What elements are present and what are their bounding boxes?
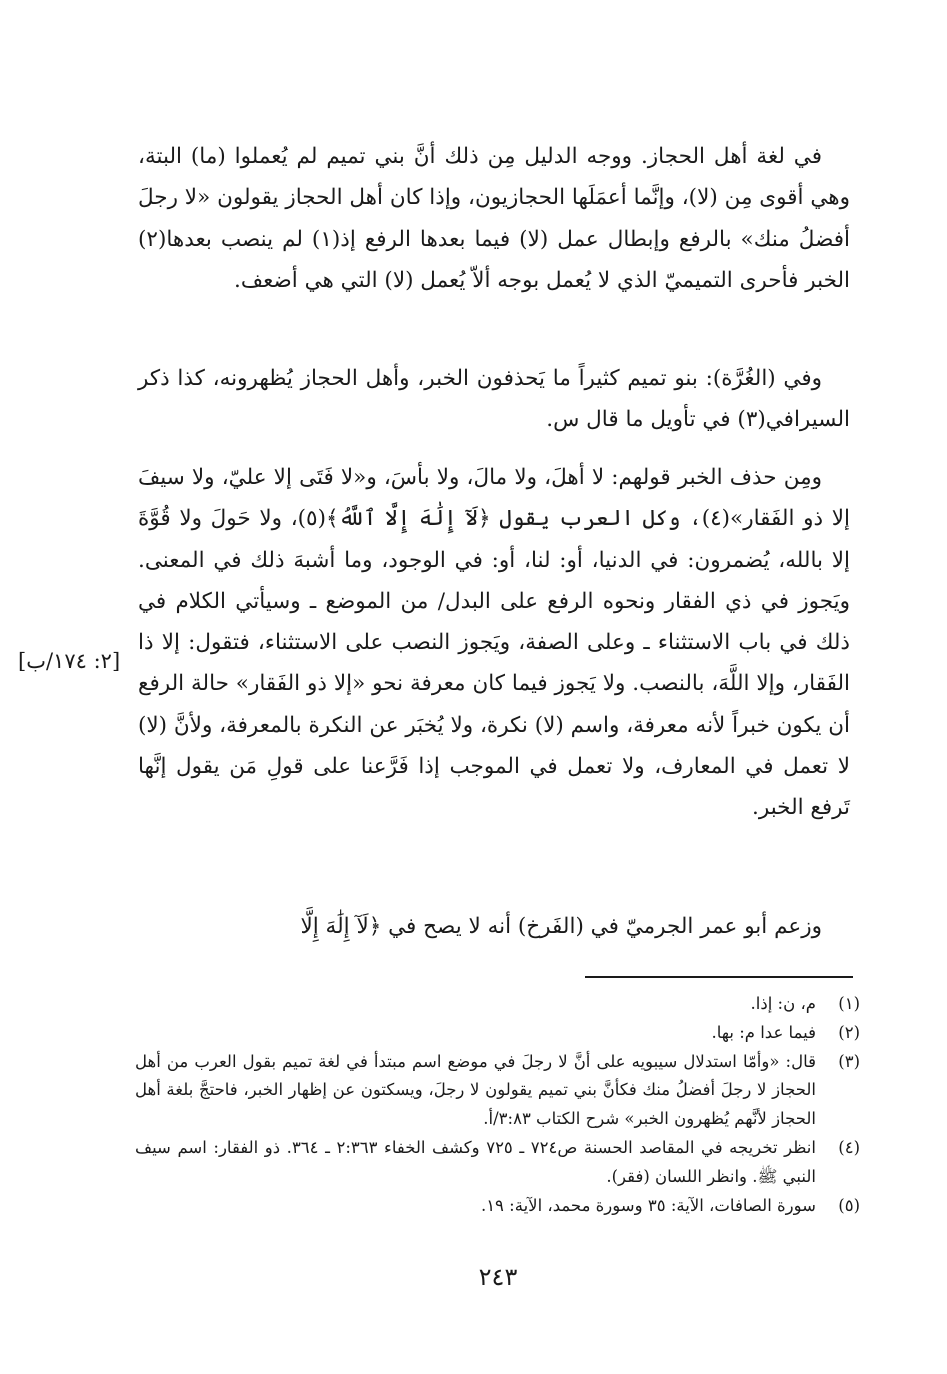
footnote-text: انظر تخريجه في المقاصد الحسنة ص٧٢٤ ـ ٧٢٥ وكشف الخفاء ٢:٣٦٣ ـ ٣٦٤. ذو الفقار: اسم سيف النبي ﷺ. وانظر اللسان (فقر).: [135, 1137, 816, 1186]
footnote-item: [135, 990, 860, 1019]
footnote-text: قال: «وأمّا استدلال سيبويه على أنَّ لا رجلَ في موضع اسم مبتدأ في لغة تميم بقول العرب من أهل الحجاز لا رجلَ أفضلُ منك فكأنَّ بني تميم يقولون لا رجلَ، ويسكتون عن إظهار الخبر، فاحتجَّ بلغة أهل الحجاز لأنَّهم يُظهرون الخبر» شرح الكتاب ٣:٨٣/أ.: [135, 1051, 816, 1129]
body-paragraph-1: في لغة أهل الحجاز. ووجه الدليل مِن ذلك أنَّ بني تميم لم يُعملوا (ما) البتة، وهي أقوى مِن (لا)، وإنَّما أعمَلَها الحجازيون، وإذا كان أهل الحجاز يقولون «لا رجلَ أفضلُ منك» بالرفع وإبطال عمل (لا) فيما بعدها الرفع إذ(١) لم ينصب بعدها(٢) الخبر فأحرى التميميّ الذي لا يُعمل بوجه ألاّ يُعمل (لا) التي هي أضعف.: [138, 144, 850, 293]
body-paragraph-3: ومِن حذف الخبر قولهم: لا أهلَ، ولا مالَ، ولا بأسَ، و«لا فَتَى إلا عليّ، ولا سيفَ إلا ذو الفَقار»(٤)، وكل العرب يقول ﴿لَآ إِلَٰهَ إِلَّا ٱللَّهُ﴾(٥)، ولا حَولَ ولا قُوَّةَ إلا بالله، يُضمرون: في الدنيا، أو: لنا، أو: في الوجود، وما أشبهَ ذلك في المعنى. ويَجوز في ذي الفقار ونحوه الرفع على البدل/ من الموضع ـ وسيأتي الكلام في ذلك في باب الاستثناء ـ وعلى الصفة، ويَجوز النصب على الاستثناء، فتقول: إلا ذا الفَقار، وإلا اللَّهَ، بالنصب. ولا يَجوز فيما كان معرفة نحو «إلا ذو الفَقار» حالة الرفع أن يكون خبراً لأنه معرفة، واسم (لا) نكرة، ولا يُخبَر عن النكرة بالمعرفة، ولأنَّ (لا) لا تعمل في المعارف، ولا تعمل في الموجب إذا فَرَّعنا على قولِ مَن يقول إنَّها تَرفع الخبر.: [138, 465, 850, 821]
footnote-item: [135, 1048, 860, 1134]
footnote-number: (٥): [838, 1195, 860, 1215]
footnote-text: م، ن: إذا.: [750, 994, 816, 1013]
body-paragraph-2: وفي (الغُرَّة): بنو تميم كثيراً ما يَحذفون الخبر، وأهل الحجاز يُظهرونه، كذا ذكر السيرافي(٣) في تأويل ما قال س.: [138, 366, 850, 433]
manuscript-folio-reference: [٢: ١٧٤/ب]: [18, 649, 121, 673]
footnote-text: فيما عدا م: بها.: [711, 1022, 816, 1042]
footnote-item: [135, 1019, 860, 1048]
footnote-number: (١): [838, 994, 860, 1013]
footnote-item: [135, 1192, 860, 1221]
footnote-number: (٣): [838, 1051, 860, 1071]
body-paragraph-4: وزعم أبو عمر الجرميّ في (الفَرخ) أنه لا يصح في ﴿لَآ إِلَٰهَ إِلَّا: [300, 914, 822, 939]
footnote-text: سورة الصافات، الآية: ٣٥ وسورة محمد، الآية: ١٩.: [480, 1195, 816, 1215]
footnote-number: (٢): [838, 1022, 860, 1042]
footnote-divider: [585, 976, 853, 978]
footnote-item: [135, 1134, 860, 1192]
page-number: ٢٤٣: [478, 1263, 518, 1291]
footnote-number: (٤): [838, 1137, 860, 1157]
footnotes-section: [135, 990, 860, 1220]
